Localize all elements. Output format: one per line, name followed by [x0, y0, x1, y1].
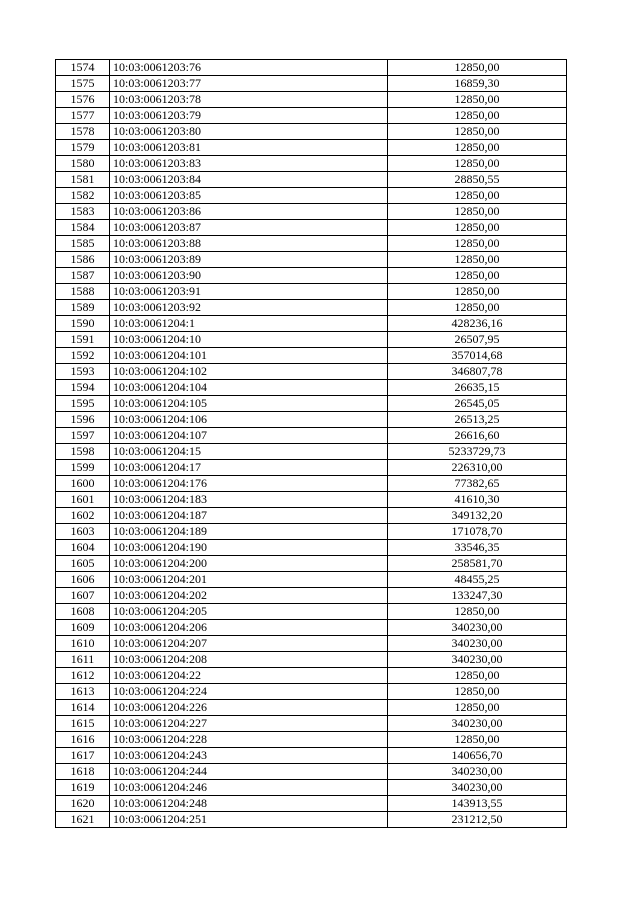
cadastral-value-cell: 12850,00: [388, 220, 567, 236]
table-row: [56, 540, 567, 556]
row-number-cell: 1609: [56, 620, 110, 636]
row-number-cell: 1587: [56, 268, 110, 284]
cadastral-number-cell: 10:03:0061204:205: [110, 604, 388, 620]
cadastral-value-cell: 231212,50: [388, 812, 567, 828]
row-number-cell: 1621: [56, 812, 110, 828]
table-row: [56, 812, 567, 828]
cadastral-number-cell: 10:03:0061204:190: [110, 540, 388, 556]
row-number-cell: 1595: [56, 396, 110, 412]
cadastral-value-cell: 12850,00: [388, 140, 567, 156]
cadastral-number-cell: 10:03:0061204:200: [110, 556, 388, 572]
cadastral-number-cell: 10:03:0061203:91: [110, 284, 388, 300]
cadastral-value-cell: 340230,00: [388, 764, 567, 780]
table-row: [56, 796, 567, 812]
cadastral-value-cell: 33546,35: [388, 540, 567, 556]
row-number-cell: 1610: [56, 636, 110, 652]
cadastral-value-cell: 357014,68: [388, 348, 567, 364]
cadastral-value-cell: 12850,00: [388, 732, 567, 748]
cadastral-number-cell: 10:03:0061203:88: [110, 236, 388, 252]
cadastral-number-cell: 10:03:0061204:1: [110, 316, 388, 332]
cadastral-value-cell: 226310,00: [388, 460, 567, 476]
table-row: [56, 748, 567, 764]
row-number-cell: 1605: [56, 556, 110, 572]
cadastral-number-cell: 10:03:0061204:105: [110, 396, 388, 412]
cadastral-number-cell: 10:03:0061204:224: [110, 684, 388, 700]
cadastral-value-table: [55, 59, 567, 828]
cadastral-value-cell: 133247,30: [388, 588, 567, 604]
table-row: [56, 300, 567, 316]
row-number-cell: 1619: [56, 780, 110, 796]
row-number-cell: 1604: [56, 540, 110, 556]
cadastral-value-cell: 12850,00: [388, 92, 567, 108]
table-row: [56, 460, 567, 476]
table-row: [56, 556, 567, 572]
cadastral-value-cell: 340230,00: [388, 780, 567, 796]
row-number-cell: 1607: [56, 588, 110, 604]
cadastral-number-cell: 10:03:0061204:107: [110, 428, 388, 444]
cadastral-value-cell: 171078,70: [388, 524, 567, 540]
row-number-cell: 1590: [56, 316, 110, 332]
cadastral-number-cell: 10:03:0061204:208: [110, 652, 388, 668]
cadastral-value-cell: 26635,15: [388, 380, 567, 396]
cadastral-number-cell: 10:03:0061203:86: [110, 204, 388, 220]
row-number-cell: 1588: [56, 284, 110, 300]
table-row: [56, 780, 567, 796]
table-row: [56, 364, 567, 380]
table-row: [56, 92, 567, 108]
row-number-cell: 1591: [56, 332, 110, 348]
cadastral-value-cell: 12850,00: [388, 108, 567, 124]
table-row: [56, 140, 567, 156]
cadastral-value-cell: 26513,25: [388, 412, 567, 428]
table-row: [56, 380, 567, 396]
cadastral-value-cell: 48455,25: [388, 572, 567, 588]
table-row: [56, 684, 567, 700]
table-row: [56, 332, 567, 348]
table-row: [56, 732, 567, 748]
cadastral-number-cell: 10:03:0061204:101: [110, 348, 388, 364]
cadastral-value-cell: 258581,70: [388, 556, 567, 572]
row-number-cell: 1575: [56, 76, 110, 92]
cadastral-number-cell: 10:03:0061204:104: [110, 380, 388, 396]
cadastral-value-cell: 12850,00: [388, 204, 567, 220]
cadastral-number-cell: 10:03:0061204:226: [110, 700, 388, 716]
table-row: [56, 76, 567, 92]
table-row: [56, 508, 567, 524]
table-row: [56, 764, 567, 780]
row-number-cell: 1618: [56, 764, 110, 780]
cadastral-value-cell: 12850,00: [388, 156, 567, 172]
cadastral-value-cell: 12850,00: [388, 124, 567, 140]
cadastral-value-cell: 77382,65: [388, 476, 567, 492]
row-number-cell: 1596: [56, 412, 110, 428]
row-number-cell: 1603: [56, 524, 110, 540]
cadastral-value-cell: 12850,00: [388, 700, 567, 716]
cadastral-value-cell: 12850,00: [388, 268, 567, 284]
table-row: [56, 60, 567, 76]
cadastral-number-cell: 10:03:0061204:244: [110, 764, 388, 780]
table-row: [56, 172, 567, 188]
cadastral-number-cell: 10:03:0061203:92: [110, 300, 388, 316]
table-row: [56, 700, 567, 716]
cadastral-number-cell: 10:03:0061204:201: [110, 572, 388, 588]
row-number-cell: 1578: [56, 124, 110, 140]
table-row: [56, 572, 567, 588]
cadastral-value-cell: 5233729,73: [388, 444, 567, 460]
table-row: [56, 220, 567, 236]
table-row: [56, 588, 567, 604]
cadastral-number-cell: 10:03:0061204:183: [110, 492, 388, 508]
row-number-cell: 1589: [56, 300, 110, 316]
row-number-cell: 1584: [56, 220, 110, 236]
cadastral-value-cell: 12850,00: [388, 188, 567, 204]
row-number-cell: 1602: [56, 508, 110, 524]
cadastral-value-cell: 26616,60: [388, 428, 567, 444]
cadastral-number-cell: 10:03:0061203:80: [110, 124, 388, 140]
cadastral-number-cell: 10:03:0061203:83: [110, 156, 388, 172]
cadastral-number-cell: 10:03:0061203:87: [110, 220, 388, 236]
cadastral-number-cell: 10:03:0061203:84: [110, 172, 388, 188]
row-number-cell: 1600: [56, 476, 110, 492]
cadastral-number-cell: 10:03:0061203:79: [110, 108, 388, 124]
table-row: [56, 124, 567, 140]
row-number-cell: 1593: [56, 364, 110, 380]
cadastral-value-cell: 12850,00: [388, 684, 567, 700]
table-row: [56, 316, 567, 332]
cadastral-value-cell: 26507,95: [388, 332, 567, 348]
table-row: [56, 620, 567, 636]
cadastral-value-cell: 12850,00: [388, 236, 567, 252]
cadastral-number-cell: 10:03:0061204:106: [110, 412, 388, 428]
cadastral-value-cell: 12850,00: [388, 604, 567, 620]
table-row: [56, 492, 567, 508]
table-row: [56, 188, 567, 204]
cadastral-value-cell: 340230,00: [388, 620, 567, 636]
cadastral-number-cell: 10:03:0061204:176: [110, 476, 388, 492]
cadastral-number-cell: 10:03:0061203:76: [110, 60, 388, 76]
row-number-cell: 1576: [56, 92, 110, 108]
cadastral-number-cell: 10:03:0061204:187: [110, 508, 388, 524]
table-row: [56, 428, 567, 444]
row-number-cell: 1599: [56, 460, 110, 476]
cadastral-number-cell: 10:03:0061203:81: [110, 140, 388, 156]
row-number-cell: 1615: [56, 716, 110, 732]
cadastral-number-cell: 10:03:0061203:89: [110, 252, 388, 268]
table-row: [56, 604, 567, 620]
cadastral-value-cell: 340230,00: [388, 652, 567, 668]
row-number-cell: 1614: [56, 700, 110, 716]
table-row: [56, 668, 567, 684]
row-number-cell: 1582: [56, 188, 110, 204]
cadastral-number-cell: 10:03:0061203:85: [110, 188, 388, 204]
row-number-cell: 1617: [56, 748, 110, 764]
row-number-cell: 1601: [56, 492, 110, 508]
cadastral-value-cell: 143913,55: [388, 796, 567, 812]
cadastral-number-cell: 10:03:0061204:102: [110, 364, 388, 380]
cadastral-value-cell: 12850,00: [388, 252, 567, 268]
row-number-cell: 1579: [56, 140, 110, 156]
cadastral-number-cell: 10:03:0061204:243: [110, 748, 388, 764]
row-number-cell: 1620: [56, 796, 110, 812]
cadastral-value-cell: 26545,05: [388, 396, 567, 412]
cadastral-value-cell: 140656,70: [388, 748, 567, 764]
table-row: [56, 412, 567, 428]
table-row: [56, 348, 567, 364]
row-number-cell: 1598: [56, 444, 110, 460]
cadastral-value-cell: 16859,30: [388, 76, 567, 92]
cadastral-number-cell: 10:03:0061204:248: [110, 796, 388, 812]
cadastral-number-cell: 10:03:0061204:207: [110, 636, 388, 652]
row-number-cell: 1583: [56, 204, 110, 220]
row-number-cell: 1616: [56, 732, 110, 748]
cadastral-value-cell: 12850,00: [388, 300, 567, 316]
cadastral-value-cell: 28850,55: [388, 172, 567, 188]
table-row: [56, 396, 567, 412]
cadastral-number-cell: 10:03:0061204:228: [110, 732, 388, 748]
cadastral-value-cell: 340230,00: [388, 716, 567, 732]
cadastral-value-cell: 340230,00: [388, 636, 567, 652]
table-row: [56, 236, 567, 252]
cadastral-number-cell: 10:03:0061204:22: [110, 668, 388, 684]
row-number-cell: 1577: [56, 108, 110, 124]
cadastral-value-cell: 12850,00: [388, 668, 567, 684]
table-row: [56, 252, 567, 268]
cadastral-number-cell: 10:03:0061204:17: [110, 460, 388, 476]
row-number-cell: 1611: [56, 652, 110, 668]
row-number-cell: 1586: [56, 252, 110, 268]
table-row: [56, 444, 567, 460]
cadastral-number-cell: 10:03:0061203:90: [110, 268, 388, 284]
cadastral-value-cell: 346807,78: [388, 364, 567, 380]
row-number-cell: 1606: [56, 572, 110, 588]
row-number-cell: 1592: [56, 348, 110, 364]
row-number-cell: 1594: [56, 380, 110, 396]
table-row: [56, 156, 567, 172]
cadastral-value-cell: 428236,16: [388, 316, 567, 332]
table-row: [56, 716, 567, 732]
table-row: [56, 204, 567, 220]
cadastral-number-cell: 10:03:0061203:78: [110, 92, 388, 108]
cadastral-number-cell: 10:03:0061204:206: [110, 620, 388, 636]
row-number-cell: 1580: [56, 156, 110, 172]
cadastral-number-cell: 10:03:0061204:251: [110, 812, 388, 828]
table-row: [56, 652, 567, 668]
row-number-cell: 1597: [56, 428, 110, 444]
row-number-cell: 1585: [56, 236, 110, 252]
table-body: [56, 60, 567, 828]
cadastral-value-cell: 12850,00: [388, 60, 567, 76]
cadastral-value-cell: 12850,00: [388, 284, 567, 300]
row-number-cell: 1574: [56, 60, 110, 76]
row-number-cell: 1608: [56, 604, 110, 620]
cadastral-number-cell: 10:03:0061204:15: [110, 444, 388, 460]
cadastral-value-cell: 349132,20: [388, 508, 567, 524]
table-row: [56, 108, 567, 124]
row-number-cell: 1612: [56, 668, 110, 684]
table-row: [56, 524, 567, 540]
cadastral-number-cell: 10:03:0061204:189: [110, 524, 388, 540]
cadastral-value-cell: 41610,30: [388, 492, 567, 508]
table-row: [56, 284, 567, 300]
cadastral-number-cell: 10:03:0061203:77: [110, 76, 388, 92]
cadastral-number-cell: 10:03:0061204:227: [110, 716, 388, 732]
cadastral-number-cell: 10:03:0061204:202: [110, 588, 388, 604]
cadastral-number-cell: 10:03:0061204:10: [110, 332, 388, 348]
cadastral-number-cell: 10:03:0061204:246: [110, 780, 388, 796]
table-row: [56, 268, 567, 284]
table-row: [56, 636, 567, 652]
table-row: [56, 476, 567, 492]
row-number-cell: 1613: [56, 684, 110, 700]
row-number-cell: 1581: [56, 172, 110, 188]
